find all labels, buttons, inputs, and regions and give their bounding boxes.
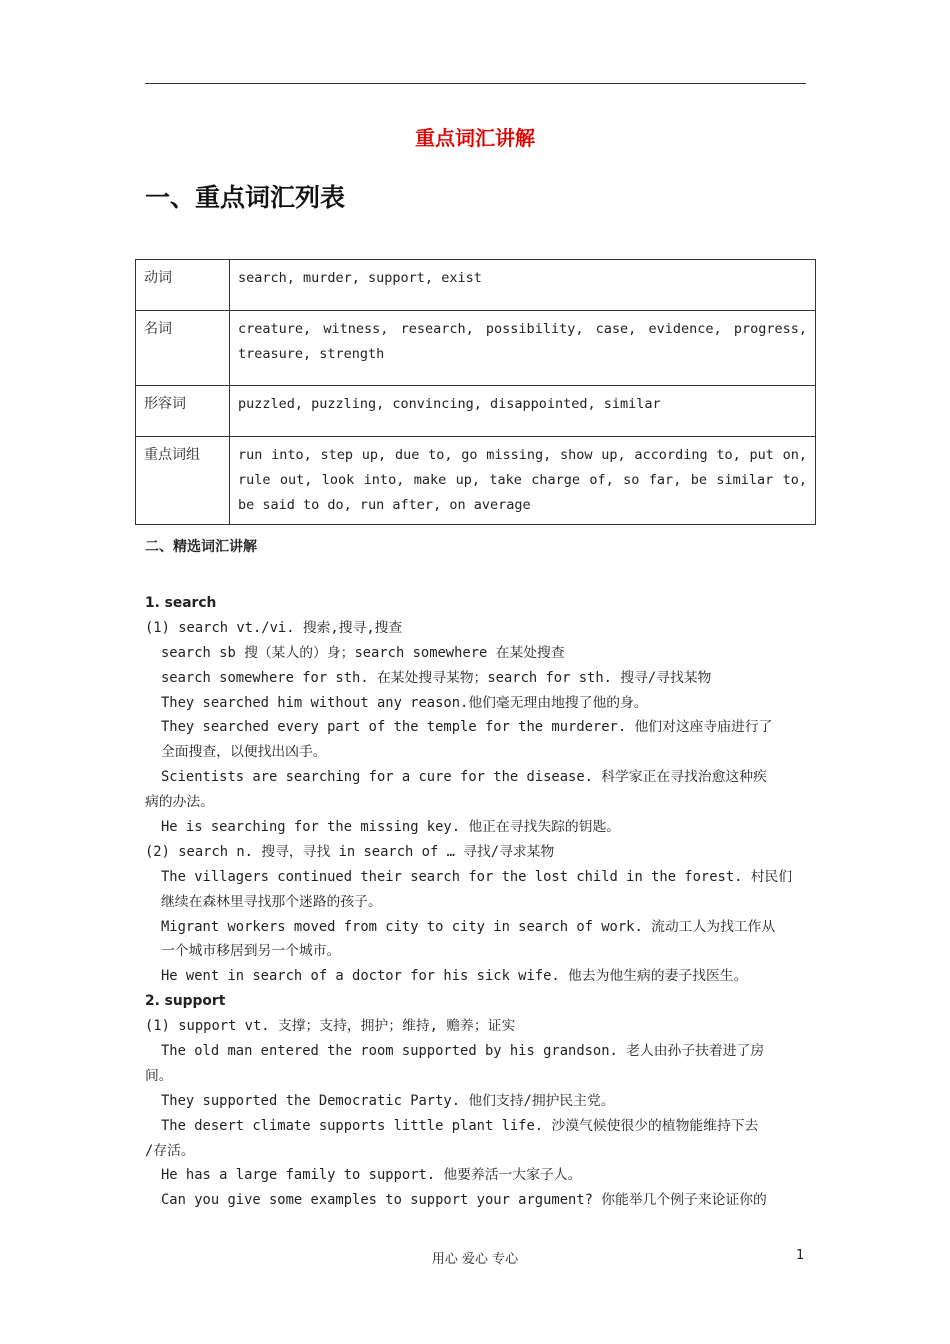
example-line: He is searching for the missing key. 他正在寻找失踪的钥匙。 [161,819,621,836]
example-line: /存活。 [145,1142,195,1159]
example-line: He went in search of a doctor for his sick wife. 他去为他生病的妻子找医生。 [161,968,748,985]
example-line: Can you give some examples to support your argument? 你能举几个例子来论证你的 [161,1192,767,1209]
vocabulary-table [135,259,816,525]
table-category-cell: 形容词 [136,386,230,437]
phrase-line: search somewhere for sth. 在某处搜寻某物；search for sth. 搜寻/寻找某物 [161,669,712,686]
page-footer: 用心 爱心 专心 [431,1252,519,1267]
example-line: 继续在森林里寻找那个迷路的孩子。 [161,893,382,910]
table-row [136,311,816,386]
example-line: 间。 [145,1067,173,1084]
example-line: The old man entered the room supported by his grandson. 老人由孙子扶着进了房 [161,1043,765,1060]
table-words-cell: creature, witness, research, possibility, case, evidence, progress, treasure, strength [230,311,816,386]
section-heading-1: 一、重点词汇列表 [145,183,346,212]
sense-line: (2) search n. 搜寻，寻找 in search of … 寻找/寻求某物 [145,843,555,860]
explanation-body [145,591,807,1213]
example-line: The desert climate supports little plant life. 沙漠气候使很少的植物能维持下去 [161,1117,759,1134]
entry-heading: 2. support [145,993,226,1010]
entry-heading: 1. search [145,595,217,611]
table-category-cell: 名词 [136,311,230,386]
example-line: 病的办法。 [145,794,214,811]
section-heading-2: 二、精选词汇讲解 [145,539,257,555]
table-words-cell: puzzled, puzzling, convincing, disappointed, similar [230,386,816,437]
table-row [136,386,816,437]
example-line: Scientists are searching for a cure for the disease. 科学家正在寻找治愈这种疾 [161,769,767,786]
header-rule [145,83,806,84]
table-category-cell: 动词 [136,260,230,311]
example-line: They supported the Democratic Party. 他们支持/拥护民主党。 [161,1092,615,1109]
table-category-cell: 重点词组 [136,437,230,525]
table-words-cell: search, murder, support, exist [230,260,816,311]
table-row [136,260,816,311]
example-line: 全面搜查，以便找出凶手。 [161,744,327,761]
example-line: 一个城市移居到另一个城市。 [161,943,341,960]
phrase-line: search sb 搜（某人的）身；search somewhere 在某处搜查 [161,644,565,661]
sense-line: (1) support vt. 支撑；支持，拥护；维持, 赡养；证实 [145,1018,516,1035]
example-line: They searched him without any reason.他们毫无理由地搜了他的身。 [161,694,648,711]
example-line: Migrant workers moved from city to city in search of work. 流动工人为找工作从 [161,918,776,935]
example-line: The villagers continued their search for the lost child in the forest. 村民们 [161,868,793,885]
document-title: 重点词汇讲解 [415,126,535,150]
table-row [136,437,816,525]
page-number: 1 [796,1248,805,1263]
sense-line: (1) search vt./vi. 搜索,搜寻,搜查 [145,619,403,636]
example-line: He has a large family to support. 他要养活一大家子人。 [161,1167,582,1184]
example-line: They searched every part of the temple for the murderer. 他们对这座寺庙进行了 [161,719,773,736]
table-words-cell: run into, step up, due to, go missing, show up, according to, put on, rule out, look into, make up, take charge of, so far, be similar to, be said to do, run after, on average [230,437,816,525]
